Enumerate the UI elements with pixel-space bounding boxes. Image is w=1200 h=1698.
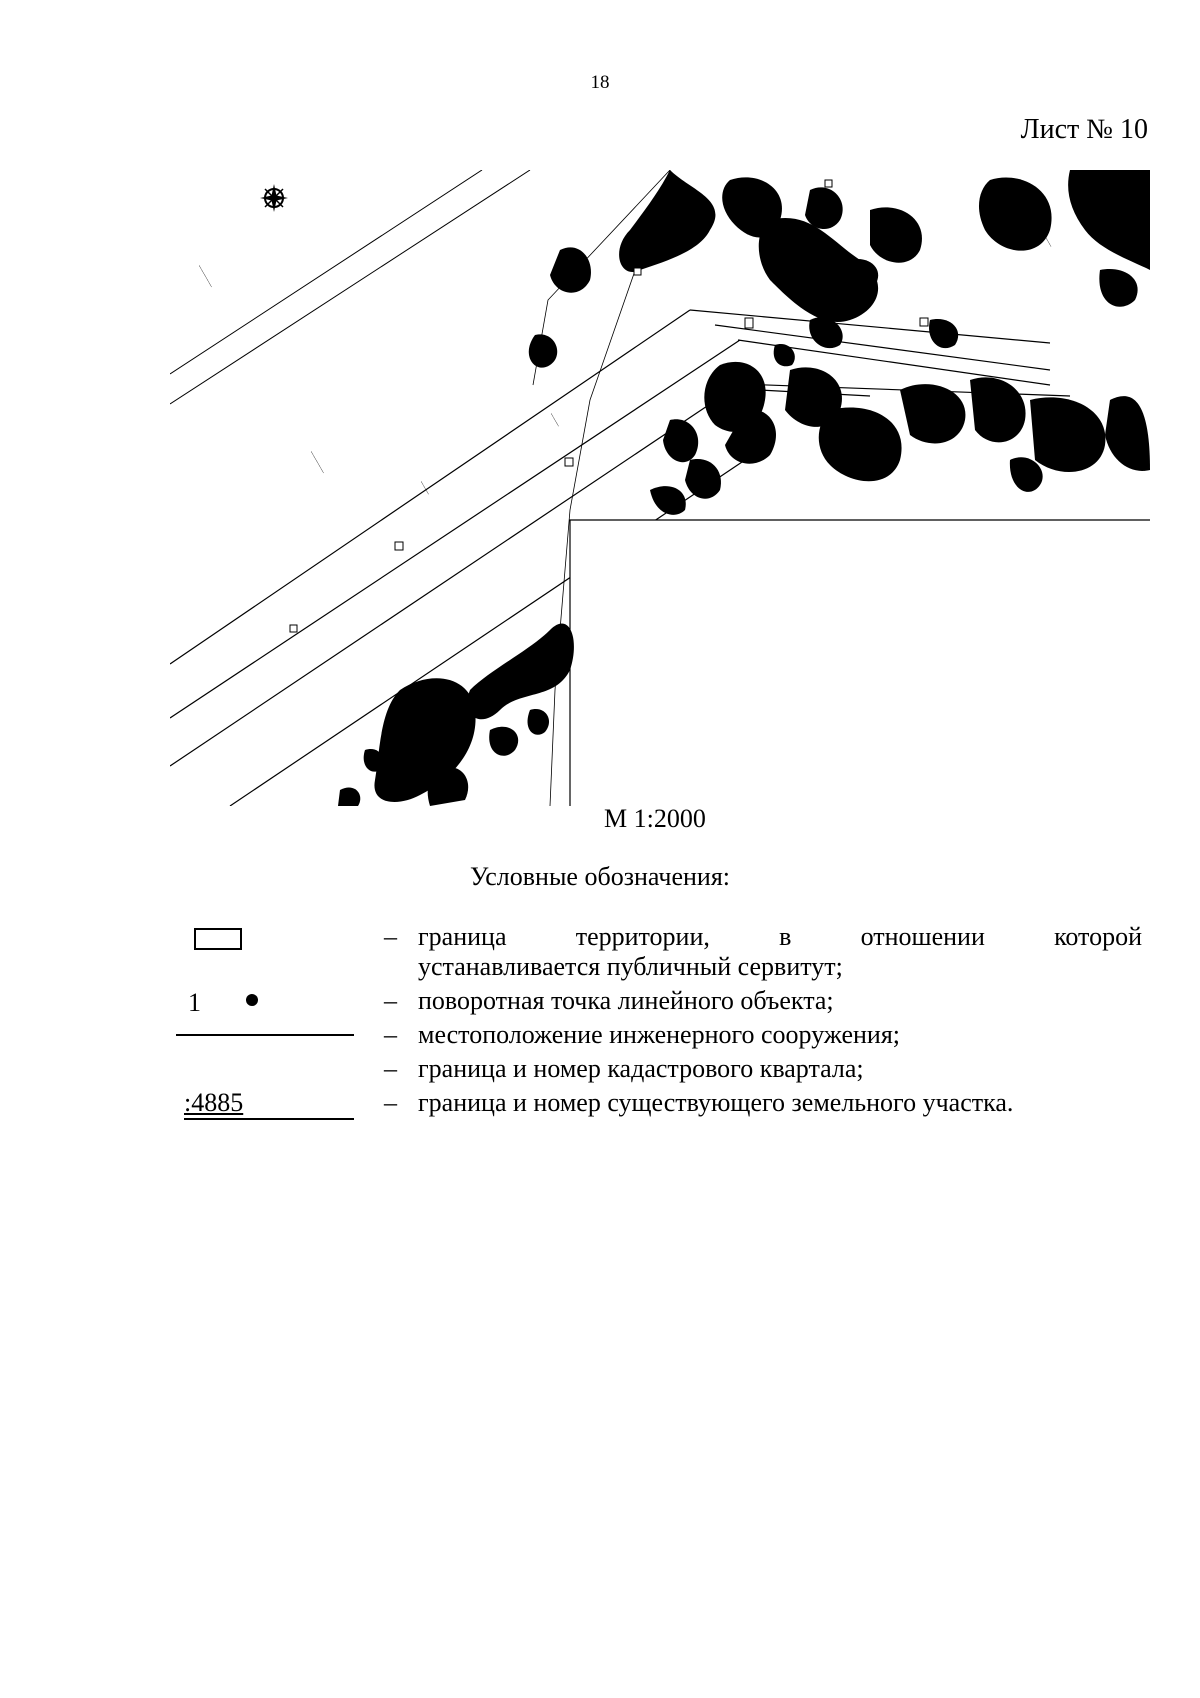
legend-text: местоположение инженерного сооружения; [418, 1020, 901, 1049]
legend-dash: – [384, 1054, 397, 1083]
legend-dash: – [384, 986, 397, 1015]
vegetation-areas-lower [338, 624, 574, 806]
legend-symbol [176, 1020, 356, 1050]
structure-line-icon [176, 1034, 354, 1036]
parcel-number: :4885 [184, 1088, 244, 1117]
legend-row-land-plot [176, 1088, 1142, 1118]
svg-text:—————: ————— [308, 450, 326, 475]
turning-point-dot-icon [246, 994, 258, 1006]
legend-text-line1: граница территории, в отношении которой [418, 922, 1142, 951]
legend-symbol [176, 1088, 356, 1118]
land-plot-boundary [570, 520, 1150, 806]
legend-dash: – [384, 1088, 397, 1117]
map-scale-label: М 1:2000 [604, 804, 706, 833]
svg-text:———: ——— [548, 412, 561, 428]
legend-text: граница и номер кадастрового квартала; [418, 1054, 864, 1083]
legend-text: граница и номер существующего земельного участка. [418, 1088, 1014, 1117]
legend-row-servitude-boundary [176, 922, 1142, 982]
page-number: 18 [590, 72, 610, 93]
point-number: 1 [188, 988, 201, 1017]
boundary-rectangle-icon [194, 928, 242, 950]
compass-rose-icon [260, 184, 288, 212]
svg-text:————: ———— [1038, 228, 1054, 249]
road-lines [170, 170, 530, 404]
sheet-label: Лист № 10 [1020, 114, 1148, 145]
svg-text:———: ——— [418, 480, 431, 496]
legend-dash: – [384, 922, 397, 951]
legend-row-engineering-structure [176, 1020, 1142, 1050]
legend-symbol [176, 922, 356, 952]
cadastral-map [170, 170, 1150, 806]
legend-text: поворотная точка линейного объекта; [418, 986, 834, 1015]
legend-row-cadastral-quarter [176, 1054, 1142, 1084]
legend-symbol [176, 986, 356, 1016]
legend-text-line2: устанавливается публичный сервитут; [418, 952, 843, 981]
legend-row-turning-point [176, 986, 1142, 1016]
legend-dash: – [384, 1020, 397, 1049]
svg-text:—————: ————— [196, 264, 214, 289]
legend-title: Условные обозначения: [469, 862, 731, 891]
